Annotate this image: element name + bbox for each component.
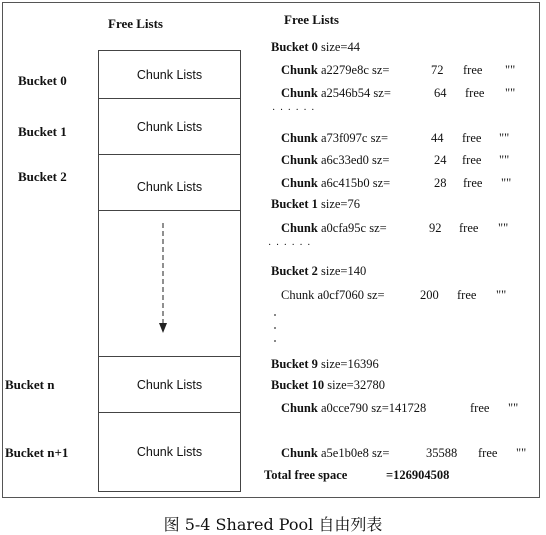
bucket-line: Bucket 2 size=140 [271, 264, 367, 278]
total-free-space: Total free space =126904508 [264, 468, 450, 482]
chunk-lists-label: Chunk Lists [136, 180, 203, 194]
chunk-line: Chunk a6c33ed0 sz= 24 free "" [281, 153, 510, 167]
bucket-label-n-plus-1: Bucket n+1 [5, 445, 69, 460]
chunk-lists-label: Chunk Lists [136, 120, 203, 134]
ellipsis: · · · · · · [268, 240, 312, 251]
chunk-lists-label: Chunk Lists [136, 445, 203, 459]
right-header: Free Lists [284, 12, 339, 27]
bucket-line: Bucket 10 size=32780 [271, 378, 385, 392]
chunk-line: Chunk a5e1b0e8 sz= 35588 free "" [281, 446, 527, 460]
chunk-lists-label: Chunk Lists [136, 68, 203, 82]
chunk-lists-label: Chunk Lists [136, 378, 203, 392]
bucket-column [98, 50, 241, 492]
vertical-ellipsis [270, 312, 282, 346]
dashed-down-arrow [99, 211, 240, 357]
chunk-cell-n-plus-1 [99, 413, 240, 491]
chunk-line: Chunk a0cce790 sz=141728 free "" [281, 401, 519, 415]
bucket-line: Bucket 1 size=76 [271, 197, 360, 211]
chunk-line: Chunk a73f097c sz= 44 free "" [281, 131, 510, 145]
bucket-label-1: Bucket 1 [18, 124, 67, 139]
bucket-label-2: Bucket 2 [18, 169, 67, 184]
chunk-cell-1 [99, 99, 240, 155]
bucket-line: Bucket 0 size=44 [271, 40, 360, 54]
chunk-line: Chunk a6c415b0 sz= 28 free "" [281, 176, 512, 190]
chunk-line: Chunk a2279e8c sz= 72 free "" [281, 63, 516, 77]
bucket-label-n: Bucket n [5, 377, 55, 392]
bucket-line: Bucket 9 size=16396 [271, 357, 379, 371]
bucket-label-0: Bucket 0 [18, 73, 67, 88]
gap-cell [99, 211, 240, 357]
chunk-cell-2 [99, 155, 240, 211]
left-header: Free Lists [108, 16, 163, 31]
chunk-line: Chunk a0cfa95c sz= 92 free "" [281, 221, 509, 235]
ellipsis: · · · · · · [272, 105, 316, 116]
chunk-line: Chunk a2546b54 sz= 64 free "" [281, 86, 516, 100]
chunk-line: Chunk a0cf7060 sz= 200 free "" [281, 288, 507, 302]
figure-caption: 图 5-4 Shared Pool 自由列表 [163, 515, 383, 534]
chunk-cell-0 [99, 51, 240, 99]
chunk-cell-n [99, 357, 240, 413]
